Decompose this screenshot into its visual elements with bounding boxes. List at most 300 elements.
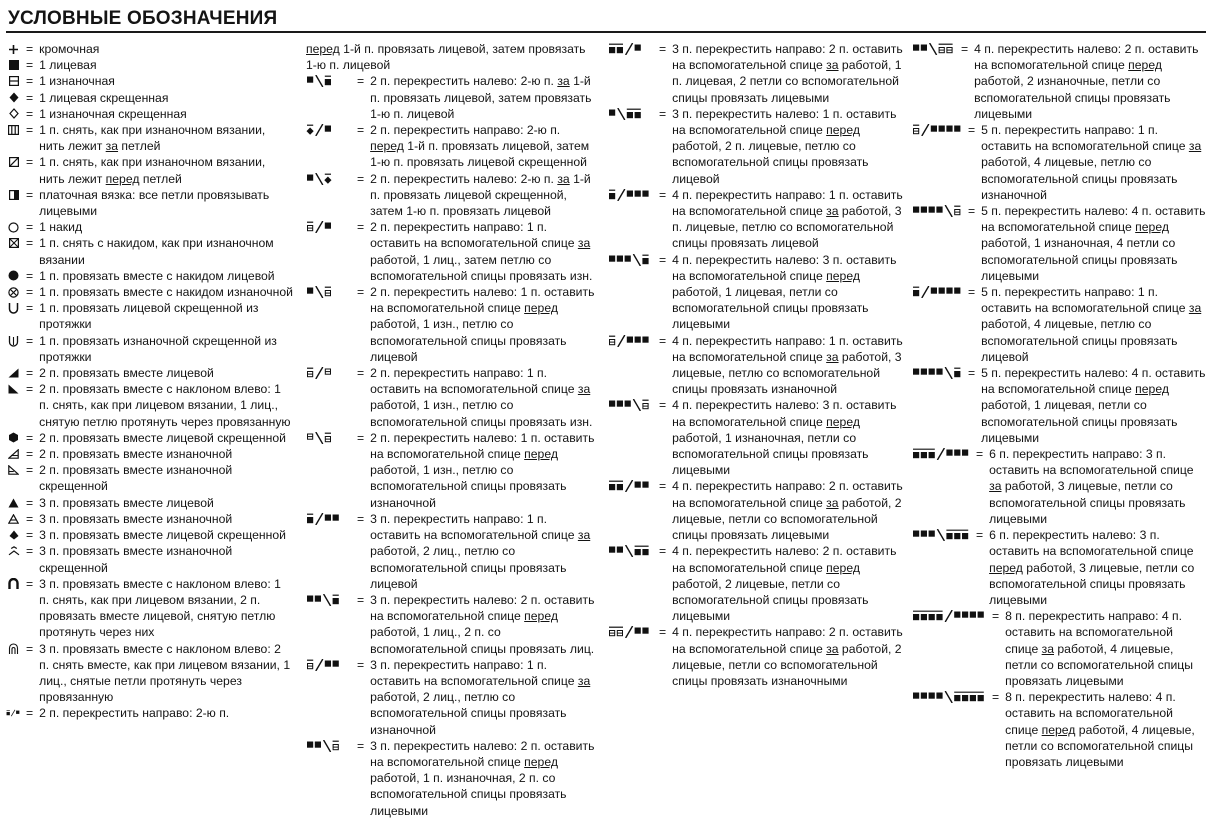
legend-text-part: 2 п. перекрестить направо: 1 п. оставить на вспомогательной спице [370,366,578,397]
legend-text-part: 4 п. перекрестить налево: 2 п. оставить на вспомогательной спице [974,42,1199,73]
equals-sign: = [659,398,667,413]
legend-text-part: работой, 4 лицевые, петлю со вспомогательной спицы провязать лицевой [981,317,1178,364]
legend-entry [912,689,1208,770]
legend-text-emphasis: за [826,204,839,219]
cross-right-1-3-icon [608,187,654,203]
legend-text [306,42,586,72]
cross-right-purl-3-icon [608,333,654,349]
legend-text-part: 6 п. перекрестить налево: 3 п. оставить на вспомогательной спице [989,528,1194,559]
cross-left-2-2-icon [608,543,654,559]
cross-right-1-4-icon [912,284,963,300]
legend-entry [912,284,1208,365]
legend-entry [6,187,294,219]
legend-text-emphasis: за [557,74,570,89]
equals-sign: = [26,511,34,526]
legend-text-part: 6 п. перекрестить направо: 3 п. оставить на вспомогательной спице [989,447,1194,478]
legend-text [981,122,1208,203]
legend-text-part: 3 п. перекрестить направо: 2 п. оставить на вспомогательной спице [672,42,903,73]
legend-text: 1 п. провязать изнаночной скрещенной из протяжки [39,333,277,364]
cross-right-twisted-icon [306,122,352,138]
equals-sign: = [659,106,667,121]
page-title: УСЛОВНЫЕ ОБОЗНАЧЕНИЯ [8,8,278,29]
cross-left-4-4-icon [912,689,987,705]
legend-text-part: работой, 1 изн., петлю со вспомогательной спицы провязать изн. [370,398,593,429]
legend-text-part: 4 п. перекрестить направо: 1 п. оставить на вспомогательной спице [672,187,903,219]
legend-text-part: 2 п. перекрестить направо: 2-ю п. [370,123,561,138]
equals-sign: = [26,90,34,105]
equals-sign: = [26,495,34,510]
legend-text [672,187,904,252]
equals-sign: = [26,463,34,478]
legend-entry [912,527,1208,608]
legend-entry [306,511,596,592]
legend-text [672,543,904,624]
u-pull-knit-icon [6,300,21,316]
legend-text-part: работой, 2 лицевые, петли со вспомогательной спицы провязать лицевыми [672,495,902,543]
legend-text-part: 3 п. перекрестить направо: 1 п. оставить на вспомогательной спице [370,511,578,543]
legend-text [370,657,596,738]
legend-text [370,430,596,511]
legend-entry [306,592,596,657]
legend-entry [912,203,1208,284]
legend-text-part: работой, 1 изнаночная, 4 петли со вспомогательной спицы провязать лицевыми [981,236,1178,283]
legend-entry [608,187,904,252]
legend-column-3 [608,41,904,689]
equals-sign: = [26,58,34,73]
legend-text-part: работой, 3 лицевые, петли со вспомогательной спицы провязать лицевыми [989,560,1195,607]
legend-text-part: работой, 2 лицевые, петли со вспомогательной спицы провязать лицевыми [672,576,869,624]
legend-entry [306,219,596,284]
legend-text [981,203,1208,284]
legend-entry [912,122,1208,203]
legend-text-emphasis: перед [524,609,558,624]
cross-right-purl-4-icon [912,122,963,138]
legend-entry [306,430,596,511]
legend-text: 3 п. провязать вместе с наклоном влево: 1 п. снять, как при лицевом вязании, 2 п. провязать вместе лицевой, снятую петлю протянуть через них [39,576,281,640]
k2tog-icon [6,365,21,381]
equals-sign: = [968,285,976,300]
legend-text-emphasis: за [826,58,839,73]
legend-text: 1 п. снять с накидом, как при изнаночном вязании [39,236,274,267]
legend-text-part: работой, 2 изнаночные, петли со вспомогательной спицы провязать лицевыми [974,74,1171,121]
title-rule [6,31,1206,33]
legend-entry [608,397,904,478]
cross-right-purl-knit-icon [306,219,352,235]
cross-left-2-1-icon [306,592,352,608]
legend-entry [6,219,294,235]
legend-text-emphasis: перед [306,42,340,56]
legend-text-part: работой, 2 лицевые, петли со вспомогательной спицы провязать изнаночными [672,641,902,688]
legend-column-1 [6,41,294,722]
equals-sign: = [26,106,34,121]
legend-text-part: петлей [118,139,161,154]
cross-right-1-1-icon [6,705,21,721]
legend-text-part: 5 п. перекрестить направо: 1 п. оставить на вспомогательной спице [981,285,1189,316]
equals-sign: = [357,123,365,138]
legend-entry [608,624,904,689]
legend-text-emphasis: за [577,673,591,688]
legend-entry [608,478,904,543]
legend-entry [6,300,294,332]
legend-text-part: 3 п. перекрестить направо: 1 п. оставить на вспомогательной спице [370,657,578,688]
equals-sign: = [26,366,34,381]
legend-text-emphasis: перед [524,754,558,769]
legend-text-part: 1 п. снять, как при изнаночном вязании, нить лежит [39,155,266,186]
legend-text [370,171,596,220]
legend-text-part: петлей [139,171,182,186]
legend-text-emphasis: перед [524,447,558,462]
cross-right-purl-purl-icon [306,365,352,381]
equals-sign: = [357,657,365,672]
legend-text-emphasis: за [826,349,839,364]
legend-text: 1 п. провязать вместе с накидом лицевой [39,268,275,283]
legend-entry [6,381,294,430]
equals-sign: = [968,366,976,381]
cross-left-knit-purl-icon [306,284,352,300]
legend-text [370,365,596,430]
legend-text-part: работой, 1 лицевая, петли со вспомогательной спицы провязать лицевыми [981,398,1178,445]
legend-entry [6,154,294,186]
cross-left-1-1-icon [306,73,352,89]
legend-text-part: 2 п. перекрестить налево: 1 п. оставить на вспомогательной спице [370,430,595,462]
legend-text-part: работой, 1 изн., петлю со вспомогательной спицы провязать лицевой [370,317,567,364]
legend-text-part: работой, 1 изн., петлю со вспомогательной спицы провязать изнаночной [370,463,567,510]
p3tog-icon [6,511,21,527]
legend-text-part: работой, 2 п. лицевые, петлю со вспомогательной спицы провязать лицевой [672,139,869,186]
legend-text [989,446,1208,527]
legend-text [370,511,596,592]
legend-text: 2 п. провязать вместе изнаночной [39,447,233,462]
legend-entry [912,41,1208,122]
legend-text: 2 п. провязать вместе изнаночной скрещенной [39,463,233,494]
legend-text-part: 2 п. перекрестить налево: 1 п. оставить на вспомогательной спице [370,285,595,316]
legend-entry [6,106,294,122]
legend-text [1005,608,1208,689]
legend-text-part: 1-й п. провязать лицевой, затем провязать 1-ю п. лицевой [306,42,586,73]
equals-sign: = [357,592,365,607]
legend-text [672,478,904,543]
p2tog-icon [6,446,21,462]
equals-sign: = [26,268,34,283]
legend-text-part: 8 п. перекрестить налево: 4 п. оставить на вспомогательной спице [1005,690,1176,737]
equals-sign: = [26,576,34,591]
legend-text [39,122,294,154]
legend-text [370,122,596,171]
legend-text: 3 п. провязать вместе изнаночной скрещенной [39,544,233,575]
legend-entry [6,511,294,527]
u-pull-purl-icon [6,333,21,349]
twisted-knit-diamond-icon [6,90,21,106]
legend-text [1005,689,1208,770]
legend-text-part: 4 п. перекрестить налево: 3 п. оставить на вспомогательной спице [672,252,897,283]
equals-sign: = [26,528,34,543]
legend-text: кромочная [39,42,100,56]
legend-entry [306,73,596,122]
legend-text-part: 3 п. перекрестить налево: 2 п. оставить на вспомогательной спице [370,738,595,769]
legend-text-part: 4 п. перекрестить направо: 2 п. оставить на вспомогательной спице [672,625,903,656]
legend-entry [6,495,294,511]
legend-text-part: работой, 4 лицевые, петли со вспомогательной спицы провязать лицевыми [1005,722,1195,769]
legend-entry [912,365,1208,446]
legend-entry [306,657,596,738]
equals-sign: = [357,285,365,300]
purl-square-icon [6,73,21,89]
legend-entry [6,333,294,365]
legend-text-part: работой, 1 лицевая, петли со вспомогательной спицы провязать лицевыми [672,285,869,332]
equals-sign: = [659,333,667,348]
legend-entry [6,543,294,575]
legend-entry [306,122,596,171]
cross-left-1-2-icon [608,106,654,122]
legend-entry [608,333,904,398]
legend-text-part: работой, 4 лицевые, петли со вспомогательной спицы провязать лицевыми [1005,641,1193,688]
legend-text-emphasis: перед [826,268,860,283]
legend-text-part: 8 п. перекрестить направо: 4 п. оставить на вспомогательной спице [1005,609,1182,656]
equals-sign: = [26,285,34,300]
legend-text [672,333,904,398]
cross-left-twisted-icon [306,171,352,187]
legend-text [672,252,904,333]
legend-text-part: работой, 3 п. лицевые, петлю со вспомогательной спицы провязать лицевой [672,204,902,251]
cross-right-4-4-icon [912,608,987,624]
equals-sign: = [357,366,365,381]
legend-text-emphasis: за [577,382,591,397]
legend-entry [6,430,294,446]
k3tog-icon [6,495,21,511]
legend-text-emphasis: перед [370,139,404,154]
cross-right-3-3-icon [912,446,971,462]
equals-sign: = [26,430,34,445]
cross-left-4-1-icon [912,365,963,381]
legend-entry [306,284,596,365]
legend-text [370,73,596,122]
legend-entry-continuation [306,41,596,73]
legend-text-part: 4 п. перекрестить налево: 2 п. оставить на вспомогательной спице [672,544,897,575]
legend-entry [6,57,294,73]
equals-sign: = [26,74,34,89]
legend-text [370,219,596,284]
legend-text: 1 п. провязать вместе с накидом изнаночной [39,285,293,300]
legend-entry [6,268,294,284]
legend-text-part: 4 п. перекрестить направо: 1 п. оставить на вспомогательной спице [672,333,903,364]
twisted-purl-diamond-icon [6,106,21,122]
legend-text-part: 3 п. перекрестить налево: 1 п. оставить на вспомогательной спице [672,106,897,138]
equals-sign: = [961,42,969,56]
sk2p-icon [6,576,21,592]
cross-left-2-purl2-icon [912,41,956,57]
equals-sign: = [26,301,34,316]
ssk-icon [6,381,21,397]
equals-sign: = [357,74,365,89]
equals-sign: = [992,609,1000,624]
legend-text-part: работой, 3 лицевые, петли со вспомогательной спицы провязать лицевыми [989,479,1186,526]
legend-text [370,284,596,365]
legend-text: 1 лицевая скрещенная [39,90,169,105]
cross-right-2-1-icon [608,41,654,57]
legend-entry [6,705,294,721]
slip-yarn-behind-icon [6,122,21,138]
legend-text-part: работой, 1 п. лицевая, 2 петли со вспомогательной спицы провязать лицевыми [672,58,902,105]
legend-text-part: работой, 1 лиц., затем петлю со вспомогательной спицы провязать изн. [370,252,593,283]
legend-text: 3 п. провязать вместе лицевой скрещенной [39,528,286,543]
legend-text-emphasis: за [105,139,119,154]
equals-sign: = [976,447,984,462]
legend-text [39,154,294,186]
p2tog-twisted-icon [6,462,21,478]
legend-text-part: 5 п. перекрестить направо: 1 п. оставить на вспомогательной спице [981,123,1189,154]
legend-entry [912,608,1208,689]
legend-entry [912,446,1208,527]
legend-text-emphasis: перед [826,123,860,138]
legend-text-emphasis: перед [1041,722,1076,737]
equals-sign: = [357,171,365,186]
legend-text-part: работой, 4 лицевые, петлю со вспомогательной спицы провязать изнаночной [981,155,1178,202]
equals-sign: = [26,42,34,56]
cross-left-4-purl-icon [912,203,963,219]
legend-text-emphasis: перед [1135,382,1169,397]
equals-sign: = [659,544,667,559]
legend-text-emphasis: перед [1128,58,1162,73]
equals-sign: = [659,252,667,267]
legend-text: 1 лицевая [39,58,97,73]
legend-entry [6,641,294,706]
legend-text [981,284,1208,365]
legend-text-part: работой, 1 лиц., 2 п. со вспомогательной спицы провязать лиц. [370,625,595,656]
equals-sign: = [968,204,976,219]
slip-yarn-front-icon [6,154,21,170]
equals-sign: = [26,447,34,462]
cross-left-2-purl-icon [306,738,352,754]
legend-text-part: 4 п. перекрестить налево: 3 п. оставить на вспомогательной спице [672,398,897,429]
cross-left-3-1-icon [608,252,654,268]
filled-circle-icon [6,268,21,284]
cross-right-purl2-knit2-icon [608,624,654,640]
legend-text [989,527,1208,608]
equals-sign: = [26,333,34,348]
legend-column-4 [912,41,1208,770]
legend-entry [608,41,904,106]
slip-with-yarn-over-icon [6,235,21,251]
legend-text-part: 2 п. перекрестить направо: 1 п. оставить на вспомогательной спице [370,220,578,251]
legend-text-part: 5 п. перекрестить налево: 4 п. оставить на вспомогательной спице [981,366,1206,397]
equals-sign: = [26,641,34,656]
legend-entry [6,41,294,57]
legend-entry [608,252,904,333]
legend-entry [306,171,596,220]
equals-sign: = [968,123,976,138]
yarn-over-circle-icon [6,219,21,235]
legend-text [672,41,904,106]
legend-text [672,106,904,187]
legend-entry [6,122,294,154]
cross-left-3-3-icon [912,527,971,543]
knit-square-icon [6,57,21,73]
legend-text-emphasis: за [826,641,839,656]
equals-sign: = [26,706,34,721]
equals-sign: = [26,544,34,559]
legend-text-emphasis: за [826,495,839,510]
legend-text-part: 2 п. перекрестить налево: 2-ю п. [370,171,558,186]
equals-sign: = [26,155,34,170]
legend-text-part: 5 п. перекрестить налево: 4 п. оставить на вспомогательной спице [981,204,1206,235]
k2tog-twisted-icon [6,430,21,446]
legend-entry [6,365,294,381]
cross-left-3-purl-icon [608,397,654,413]
legend-text-part: работой, 2 лиц., петлю со вспомогательной спицы провязать лицевой [370,544,567,591]
equals-sign: = [659,625,667,640]
legend-text: 1 изнаночная [39,74,115,89]
legend-text-emphasis: перед [524,301,558,316]
legend-entry [6,527,294,543]
legend-text: 1 п. провязать лицевой скрещенной из протяжки [39,301,259,332]
legend-entry [306,365,596,430]
legend-column-2 [306,41,596,819]
legend-entry [6,576,294,641]
legend-text [370,738,596,819]
legend-text-emphasis: за [577,236,591,251]
equals-sign: = [357,738,365,753]
legend-text: 3 п. провязать вместе лицевой [39,495,214,510]
equals-sign: = [26,236,34,251]
k3tog-twisted-icon [6,527,21,543]
equals-sign: = [659,187,667,202]
equals-sign: = [357,511,365,526]
legend-text-emphasis: перед [826,414,860,429]
cross-right-1-2-icon [306,511,352,527]
legend-text-emphasis: перед [105,171,140,186]
legend-text: 1 накид [39,220,83,235]
cross-left-purl-purl-icon [306,430,352,446]
legend-text [974,41,1208,122]
equals-sign: = [976,528,984,543]
legend-entry [6,446,294,462]
p3tog-twisted-icon [6,543,21,559]
legend-text: 2 п. провязать вместе лицевой [39,366,214,381]
legend-text-emphasis: за [577,528,591,543]
legend-text [981,365,1208,446]
legend-text: 3 п. провязать вместе изнаночной [39,511,233,526]
legend-entry [6,235,294,267]
equals-sign: = [992,690,1000,705]
legend-text-emphasis: перед [826,560,860,575]
legend-text-emphasis: за [989,479,1002,494]
equals-sign: = [26,187,34,202]
legend-text-emphasis: перед [1135,220,1169,235]
legend-text-emphasis: перед [989,560,1023,575]
legend-text-part: 1-й п. провязать лицевой скрещенной, затем 1-ю п. провязать лицевой [370,171,591,219]
equals-sign: = [26,382,34,397]
equals-sign: = [26,220,34,235]
legend-text-part: 3 п. перекрестить налево: 2 п. оставить на вспомогательной спице [370,592,595,624]
legend-text: 1 изнаночная скрещенная [39,106,187,121]
legend-text-part: работой, 1 изнаночная, петли со вспомогательной спицы провязать лицевыми [672,430,869,478]
garter-icon [6,187,21,203]
legend-text-part: работой, 3 лицевые, петлю со вспомогательной спицы провязать изнаночной [672,349,902,397]
equals-sign: = [357,430,365,445]
equals-sign: = [26,123,34,138]
legend-entry [6,90,294,106]
equals-sign: = [659,42,667,56]
legend-text: 2 п. провязать вместе лицевой скрещенной [39,430,286,445]
equals-sign: = [659,479,667,494]
legend-entry [306,738,596,819]
legend-entry [6,73,294,89]
legend-text-part: работой, 2 лиц., петлю со вспомогательной спицы провязать изнаночной [370,690,567,737]
legend-text-emphasis: за [557,171,570,186]
legend-text [672,397,904,478]
selvedge-plus-icon [6,41,21,57]
legend-text-part: 4 п. перекрестить направо: 2 п. оставить на вспомогательной спице [672,479,903,510]
